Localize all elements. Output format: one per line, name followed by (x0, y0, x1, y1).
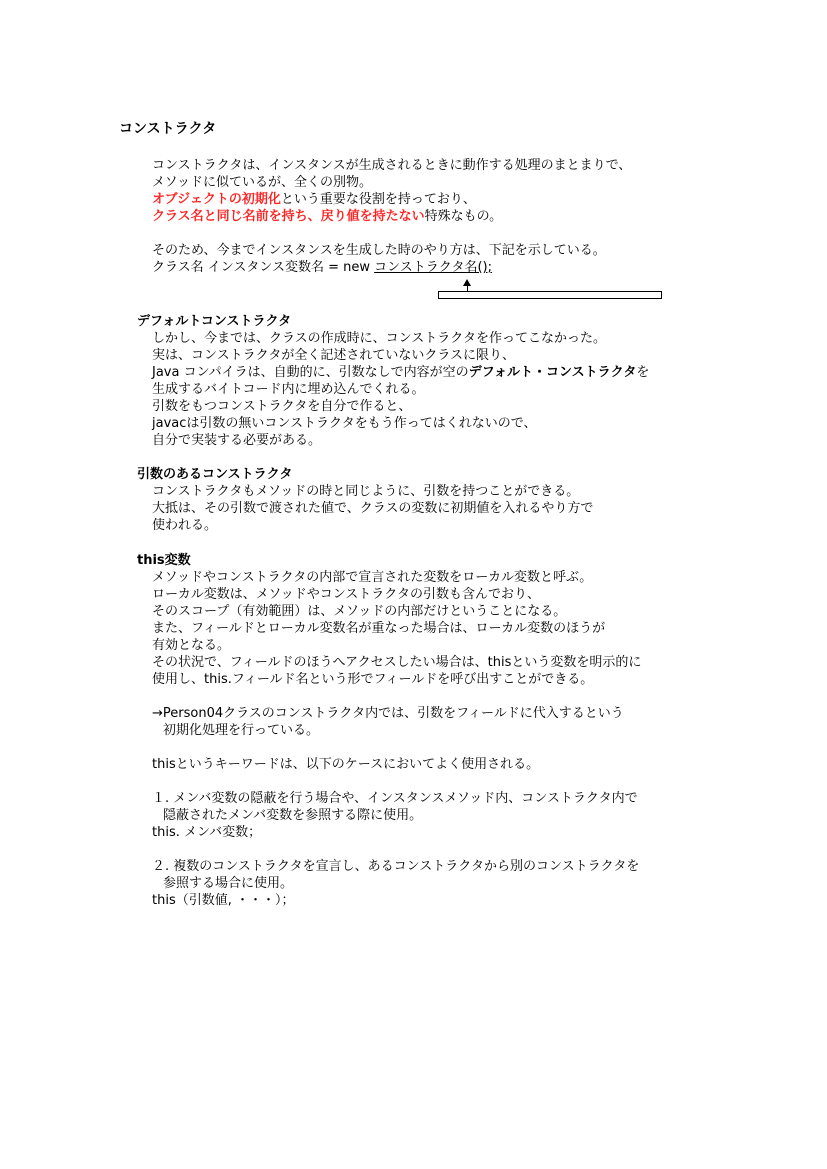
arg-line-3: 使われる。 (152, 518, 218, 533)
this-case-2-cont: 参照する場合に使用。 (163, 876, 294, 891)
default-line-3-post: を (636, 365, 650, 380)
default-line-7: 自分で実装する必要がある。 (152, 433, 322, 448)
arg-line-1: コンストラクタもメソッドの時と同じように、引数を持つことができる。 (152, 484, 580, 499)
this-line-2: ローカル変数は、メソッドやコンストラクタの引数も含んでおり、 (152, 587, 541, 602)
intro-code-line (152, 259, 492, 276)
intro-line-3-rest: という重要な役割を持っており、 (280, 192, 476, 207)
default-line-3-pre: Java コンパイラは、自動的に、引数なしで内容が空の (152, 365, 469, 380)
intro-line-4 (152, 208, 502, 225)
default-line-1: しかし、今までは、クラスの作成時に、コンストラクタを作ってこなかった。 (152, 331, 606, 346)
this-line-1: メソッドやコンストラクタの内部で宣言された変数をローカル変数と呼ぶ。 (152, 570, 593, 585)
highlight-class-name-rule: クラス名と同じ名前を持ち、戻り値を持たない (152, 209, 425, 224)
constructor-name-underlined: コンストラクタ名(); (374, 260, 492, 275)
heading-default-constructor: デフォルトコンストラクタ (137, 314, 292, 329)
default-line-6: javacは引数の無いコンストラクタをもう作ってはくれないので、 (152, 416, 537, 431)
default-line-2: 実は、コンストラクタが全く記述されていないクラスに限り、 (152, 348, 515, 363)
default-line-3 (152, 364, 649, 381)
this-case-1-cont: 隠蔽されたメンバ変数を参照する際に使用。 (163, 808, 423, 823)
intro-line-4-rest: 特殊なもの。 (424, 209, 503, 224)
this-case-2-code: this（引数値, ・・・）； (152, 893, 295, 908)
intro-code-prefix: クラス名 インスタンス変数名 = new (152, 260, 375, 275)
callout-box (438, 291, 662, 299)
this-line-5: 有効となる。 (152, 638, 231, 653)
intro-line-2: メソッドに似ているが、全くの別物。 (152, 175, 372, 190)
this-line-4: また、フィールドとローカル変数名が重なった場合は、ローカル変数のほうが (152, 621, 606, 636)
this-line-3: そのスコープ（有効範囲）は、メソッドの内部だけということになる。 (152, 604, 567, 619)
this-case-1-code: this. メンバ変数； (152, 825, 262, 840)
this-case-1: １. メンバ変数の隠蔽を行う場合や、インスタンスメソッド内、コンストラクタ内で (152, 791, 638, 806)
this-case-2: ２. 複数のコンストラクタを宣言し、あるコンストラクタから別のコンストラクタを (152, 859, 640, 874)
this-line-9: 初期化処理を行っている。 (163, 723, 320, 738)
this-line-6: その状況で、フィールドのほうへアクセスしたい場合は、thisという変数を明示的に (152, 655, 642, 670)
intro-line-1: コンストラクタは、インスタンスが生成されるときに動作する処理のまとまりで、 (152, 158, 632, 173)
this-line-8: →Person04クラスのコンストラクタ内では、引数をフィールドに代入するという (152, 706, 624, 721)
page-title: コンストラクタ (119, 121, 217, 137)
this-line-7: 使用し、this.フィールド名という形でフィールドを呼び出すことができる。 (152, 672, 594, 687)
default-line-4: 生成するバイトコード内に埋め込んでくれる。 (152, 382, 425, 397)
intro-line-5: そのため、今までインスタンスを生成した時のやり方は、下記を示している。 (152, 243, 606, 258)
heading-arg-constructor: 引数のあるコンストラクタ (137, 467, 293, 482)
default-constructor-term: デフォルト・コンストラクタ (468, 365, 637, 380)
heading-this-variable: this変数 (137, 553, 191, 568)
default-line-5: 引数をもつコンストラクタを自分で作ると、 (152, 399, 412, 414)
arg-line-2: 大抵は、その引数で渡された値で、クラスの変数に初期値を入れるやり方で (152, 501, 594, 516)
this-line-10: thisというキーワードは、以下のケースにおいてよく使用される。 (152, 757, 540, 772)
highlight-initialization: オブジェクトの初期化 (152, 192, 281, 207)
intro-line-3 (152, 191, 476, 208)
